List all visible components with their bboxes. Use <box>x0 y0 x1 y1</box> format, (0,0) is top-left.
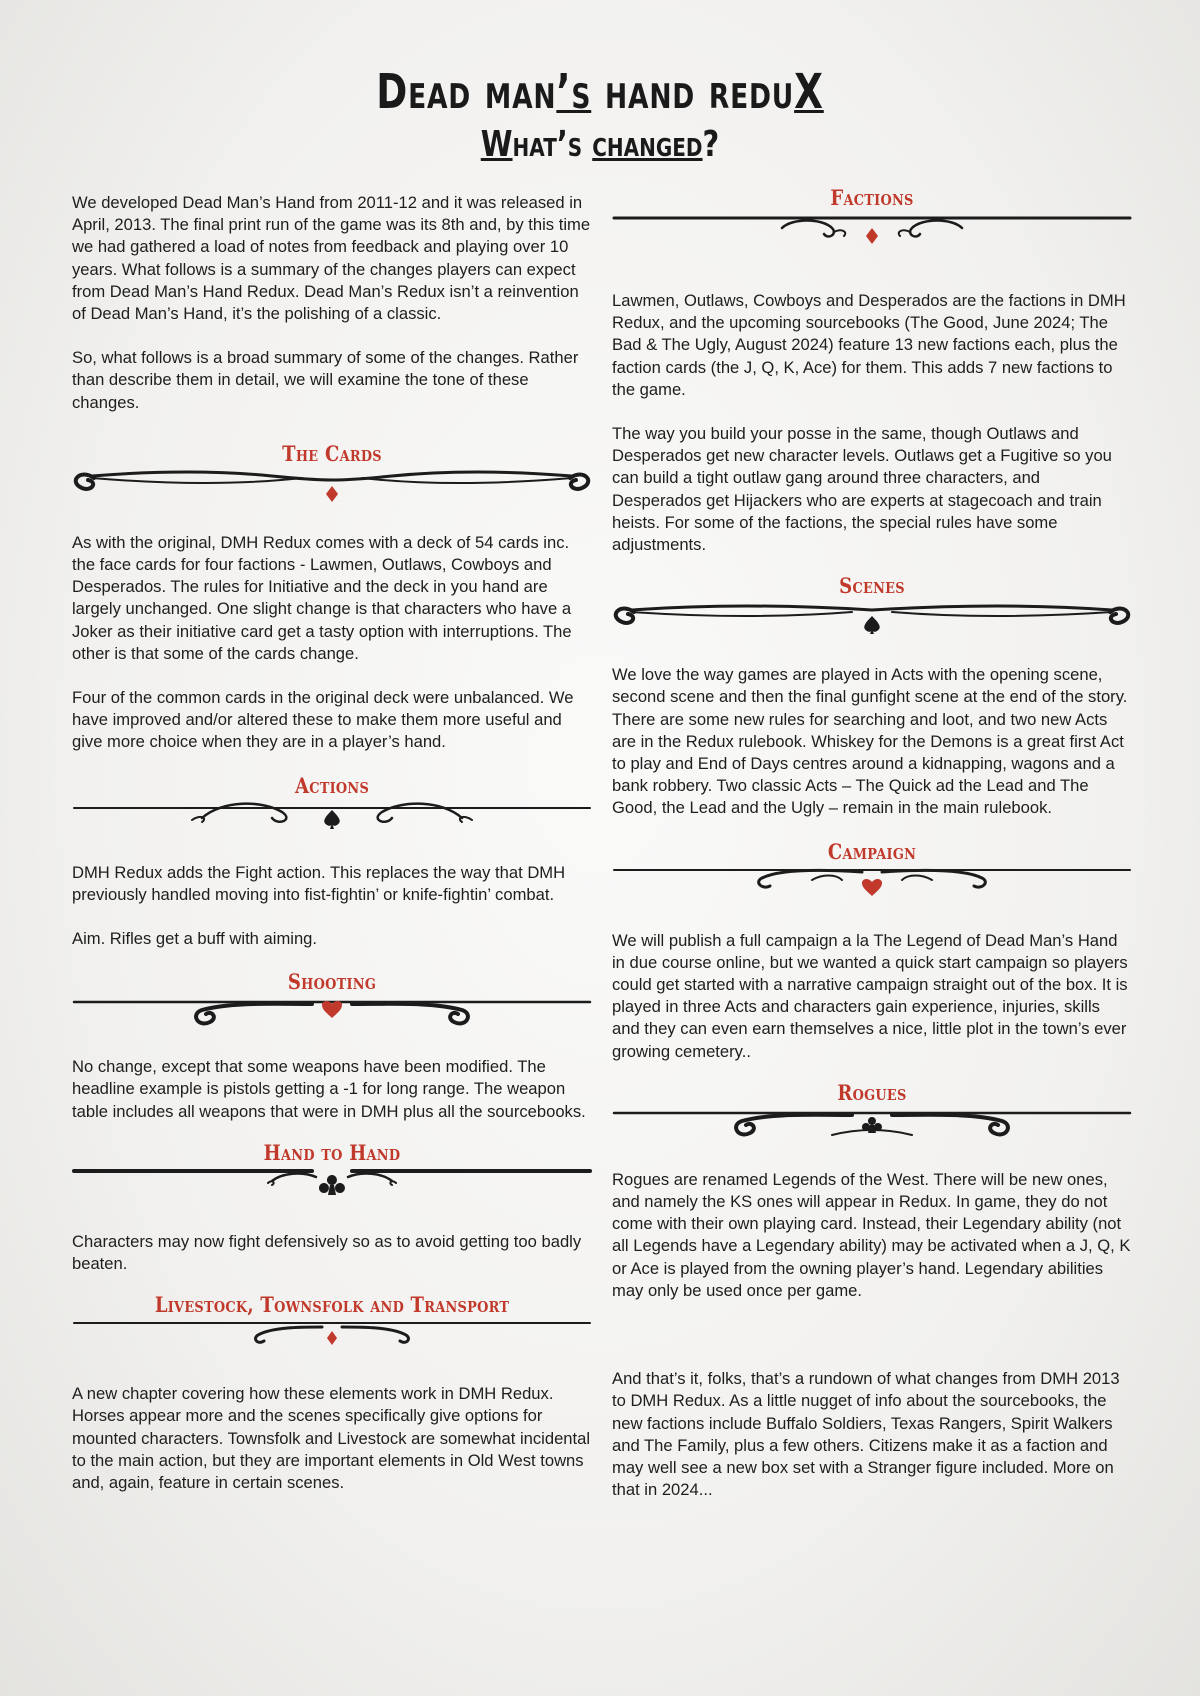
title-part-1: Dead man <box>376 64 557 120</box>
left-column <box>72 192 592 1494</box>
shooting-paragraph-1: No change, except that some weapons have been modified. The headline example is pistols getting a -1 for long range. The weapon table includes all weapons that were in DMH plus all the sourcebooks. <box>72 1057 586 1121</box>
flourish-divider-hand-to-hand <box>72 1165 592 1201</box>
club-icon <box>319 1175 345 1195</box>
heart-icon <box>862 879 882 896</box>
title-part-3: hand redu <box>591 64 795 120</box>
title-part-4: X <box>794 64 824 120</box>
subtitle-part-2: hat’s <box>512 124 583 165</box>
subtitle-part-3 <box>582 124 592 165</box>
subtitle-part-5: ? <box>702 124 720 165</box>
cards-paragraph-2: Four of the common cards in the original deck were unbalanced. We have improved and/or altered these to make them more useful and give more choice when they are in a player’s hand. <box>72 688 574 752</box>
section-heading-livestock <box>72 1293 592 1353</box>
title-part-2: ’s <box>556 64 592 120</box>
scenes-paragraph-1: We love the way games are played in Acts with the opening scene, second scene and then the final gunfight scene at the end of the story. There are some new rules for searching and loot, and two new Acts are in the Redux rulebook. Whiskey for the Demons is a great first Act to play and End of Days centres around a kidnapping, wagons and a bank robbery. Two classic Acts – The Quick ad the Lead and The Good, the Lead and the Ugly – remain in the main rulebook. <box>612 665 1128 818</box>
heading-label-factions: Factions <box>830 185 914 210</box>
heading-label-rogues: Rogues <box>837 1079 907 1105</box>
cards-paragraph-1: As with the original, DMH Redux comes with a deck of 54 cards inc. the face cards for four factions - Lawmen, Outlaws, Cowboys and Desperados. The rules for Initiative and the deck in you hand are largely unchanged. One slight change is that characters who have a Joker as their initiative card get a tasty option with interruptions. The other is that some of the cards change. <box>72 532 572 663</box>
rogues-paragraph-1: Rogues are renamed Legends of the West. There will be new ones, and namely the KS ones will appear in Redux. In game, they do not come with their own playing card. Instead, their Legendary ability (not all Legends have a Legendary ability) may be activated when a J, Q, K or Ace is played from the owning player’s hand. Legendary abilities may only be used once per game. <box>612 1169 1131 1300</box>
factions-paragraph-1: Lawmen, Outlaws, Cowboys and Desperados are the factions in DMH Redux, and the upcoming sourcebooks (The Good, June 2024; The Bad & The Ugly, August 2024) feature 13 new factions each, plus the faction cards (the J, Q, K, Ace) for them. This adds 7 new factions to the game. <box>612 291 1126 399</box>
diamond-icon <box>327 1331 337 1345</box>
flourish-divider-factions <box>612 210 1132 246</box>
actions-paragraph-1: DMH Redux adds the Fight action. This replaces the way that DMH previously handled moving into fist-fightin’ or knife-fightin’ combat. <box>72 862 566 904</box>
flourish-divider-campaign <box>612 864 1132 900</box>
section-heading-hand-to-hand <box>72 1141 592 1201</box>
closing-paragraph: And that’s it, folks, that’s a rundown of what changes from DMH 2013 to DMH Redux. As a little nugget of info about the sourcebooks, the new factions include Buffalo Soldiers, Texas Rangers, Spirit Walkers and The Family, plus a few others. Citizens make it as a faction and may well see a new box set with a Stranger figure included. More on that in 2024... <box>612 1369 1120 1500</box>
hand-to-hand-paragraph-1: Characters may now fight defensively so as to avoid getting too badly beaten. <box>72 1231 582 1274</box>
section-heading-scenes <box>612 574 1132 634</box>
section-heading-shooting <box>72 970 592 1030</box>
campaign-paragraph-1: We will publish a full campaign a la The Legend of Dead Man’s Hand in due course online, but we wanted a quick start campaign so players could get started with a narrative campaign straight out of the box. It is played in three Acts and characters gain experience, injuries, skills and they can even earn themselves a nice, little plot in the town’s ever growing cemetery.. <box>612 930 1128 1061</box>
diamond-icon <box>866 228 878 244</box>
title-block <box>0 62 1200 166</box>
heading-label-hand-to-hand: Hand to Hand <box>263 1139 401 1165</box>
section-heading-cards <box>72 442 592 502</box>
subtitle-part-1: W <box>480 124 513 165</box>
subtitle-part-4: changed <box>592 124 703 165</box>
heart-icon <box>322 1001 342 1018</box>
section-heading-campaign <box>612 840 1132 900</box>
heading-label-shooting: Shooting <box>287 969 377 995</box>
flourish-divider-scenes <box>612 598 1132 634</box>
heading-label-cards: The Cards <box>282 440 382 466</box>
spade-icon <box>324 810 339 829</box>
intro-paragraph-1: We developed Dead Man’s Hand from 2011-12 and it was released in April, 2013. The final print run of the game was its 8th and, by this time we had gathered a load of notes from feedback and playing over 10 years. What follows is a summary of the changes players can expect from Dead Man’s Hand Redux. Dead Man’s Redux isn’t a reinvention of Dead Man’s Hand, it’s the polishing of a classic. <box>72 193 591 324</box>
flourish-divider-livestock <box>72 1317 592 1353</box>
heading-label-livestock: Livestock, Townsfolk and Transport <box>154 1292 510 1318</box>
intro-paragraph-2: So, what follows is a broad summary of some of the changes. Rather than describe them in detail, we will examine the tone of these changes. <box>72 348 579 412</box>
section-heading-factions <box>612 186 1132 246</box>
right-column <box>612 186 1132 1501</box>
spade-icon <box>864 616 879 634</box>
club-icon <box>862 1117 882 1133</box>
heading-label-actions: Actions <box>294 772 370 798</box>
section-heading-actions <box>72 774 592 834</box>
heading-label-scenes: Scenes <box>839 573 905 599</box>
flourish-divider-actions <box>72 798 592 834</box>
diamond-icon <box>326 486 338 502</box>
factions-paragraph-2: The way you build your posse in the same, though Outlaws and Desperados get new character levels. Outlaws get a Fugitive so you can build a tight outlaw gang around three characters, and Desperados get Hijackers who are experts at stagecoach and train heists. For some of the factions, the special rules have some adjustments. <box>612 424 1112 555</box>
section-heading-rogues <box>612 1081 1132 1141</box>
livestock-paragraph-1: A new chapter covering how these elements work in DMH Redux. Horses appear more and the scenes specifically give options for mounted characters. Townsfolk and Livestock are somewhat incidental to the main action, but they are important elements in Old West towns and, again, feature in certain scenes. <box>72 1384 591 1493</box>
flourish-divider-rogues <box>612 1105 1132 1141</box>
flourish-divider-cards <box>72 466 592 502</box>
page-title <box>132 62 1068 122</box>
flourish-divider-shooting <box>72 994 592 1030</box>
actions-paragraph-2: Aim. Rifles get a buff with aiming. <box>72 929 318 949</box>
heading-label-campaign: Campaign <box>827 838 917 864</box>
page-subtitle <box>120 124 1080 166</box>
